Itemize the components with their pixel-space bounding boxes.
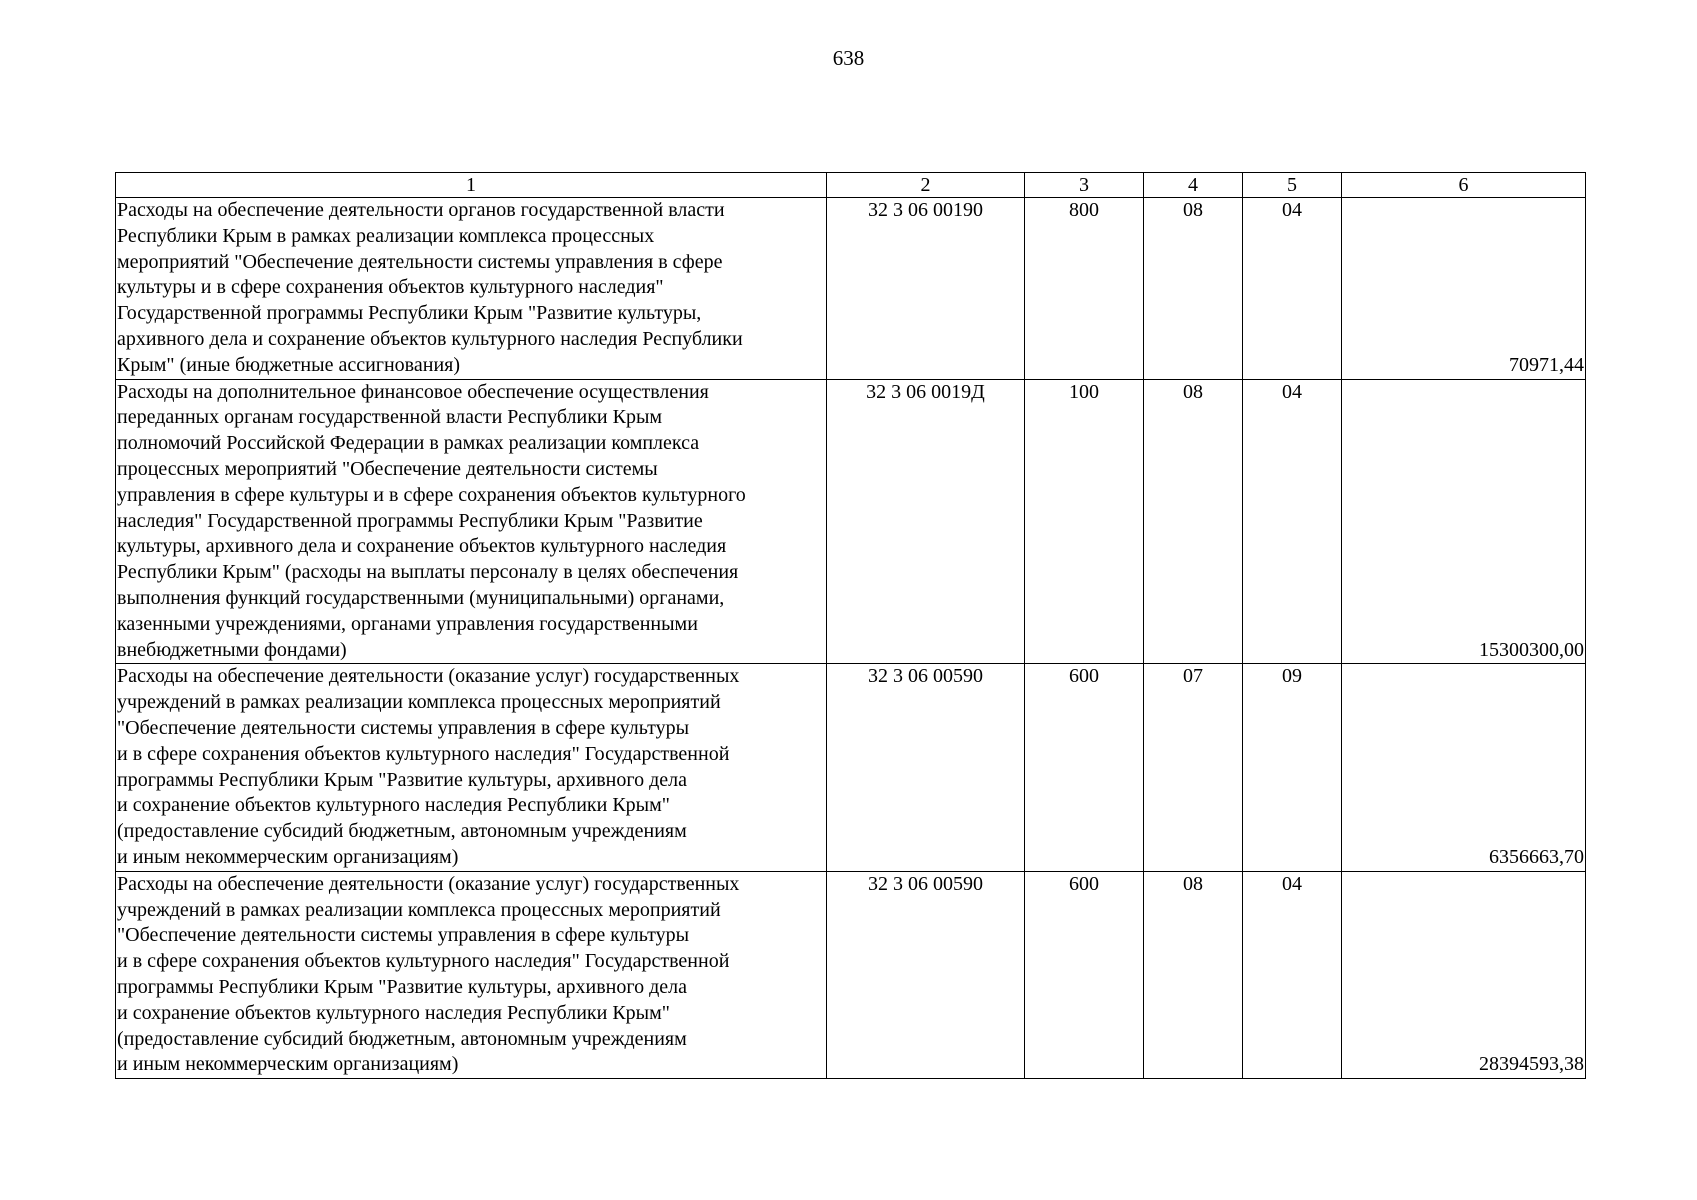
amount-value: 28394593,38: [1342, 871, 1586, 1078]
table-row: [116, 379, 1586, 664]
target-article-code: 32 3 06 00190: [827, 198, 1025, 380]
target-article-code: 32 3 06 00590: [827, 664, 1025, 871]
table-row: [116, 871, 1586, 1078]
section-code: 08: [1144, 871, 1243, 1078]
subsection-code: 09: [1243, 664, 1342, 871]
section-code: 08: [1144, 379, 1243, 664]
budget-table: [115, 172, 1586, 1079]
expense-description: Расходы на обеспечение деятельности (оказание услуг) государственных учреждений в рамках реализации комплекса процессных мероприятий "Обеспечение деятельности системы управления в сфере культуры и в сфере сохранения объектов культурного наследия" Государственной программы Республики Крым "Развитие культуры, архивного дела и сохранение объектов культурного наследия Республики Крым" (предоставление субсидий бюджетным, автономным учреждениям и иным некоммерческим организациям): [116, 664, 827, 871]
table-row: [116, 664, 1586, 871]
expense-description: Расходы на обеспечение деятельности (оказание услуг) государственных учреждений в рамках реализации комплекса процессных мероприятий "Обеспечение деятельности системы управления в сфере культуры и в сфере сохранения объектов культурного наследия" Государственной программы Республики Крым "Развитие культуры, архивного дела и сохранение объектов культурного наследия Республики Крым" (предоставление субсидий бюджетным, автономным учреждениям и иным некоммерческим организациям): [116, 871, 827, 1078]
page-number: 638: [832, 46, 865, 70]
expense-type-code: 600: [1025, 664, 1144, 871]
table-row: [116, 198, 1586, 380]
expense-type-code: 800: [1025, 198, 1144, 380]
target-article-code: 32 3 06 00590: [827, 871, 1025, 1078]
column-header-4: 4: [1144, 173, 1243, 198]
amount-value: 6356663,70: [1342, 664, 1586, 871]
column-header-2: 2: [827, 173, 1025, 198]
column-header-3: 3: [1025, 173, 1144, 198]
expense-description: Расходы на дополнительное финансовое обеспечение осуществления переданных органам государственной власти Республики Крым полномочий Российской Федерации в рамках реализации комплекса процессных мероприятий "Обеспечение деятельности системы управления в сфере культуры и в сфере сохранения объектов культурного наследия" Государственной программы Республики Крым "Развитие культуры, архивного дела и сохранение объектов культурного наследия Республики Крым" (расходы на выплаты персоналу в целях обеспечения выполнения функций государственными (муниципальными) органами, казенными учреждениями, органами управления государственными внебюджетными фондами): [116, 379, 827, 664]
target-article-code: 32 3 06 0019Д: [827, 379, 1025, 664]
subsection-code: 04: [1243, 379, 1342, 664]
amount-value: 70971,44: [1342, 198, 1586, 380]
expense-description: Расходы на обеспечение деятельности органов государственной власти Республики Крым в рамках реализации комплекса процессных мероприятий "Обеспечение деятельности системы управления в сфере культуры и в сфере сохранения объектов культурного наследия" Государственной программы Республики Крым "Развитие культуры, архивного дела и сохранение объектов культурного наследия Республики Крым" (иные бюджетные ассигнования): [116, 198, 827, 380]
table-header-row: [116, 173, 1586, 198]
column-header-6: 6: [1342, 173, 1586, 198]
expense-type-code: 100: [1025, 379, 1144, 664]
section-code: 08: [1144, 198, 1243, 380]
section-code: 07: [1144, 664, 1243, 871]
expense-type-code: 600: [1025, 871, 1144, 1078]
amount-value: 15300300,00: [1342, 379, 1586, 664]
column-header-5: 5: [1243, 173, 1342, 198]
subsection-code: 04: [1243, 198, 1342, 380]
column-header-1: 1: [116, 173, 827, 198]
subsection-code: 04: [1243, 871, 1342, 1078]
